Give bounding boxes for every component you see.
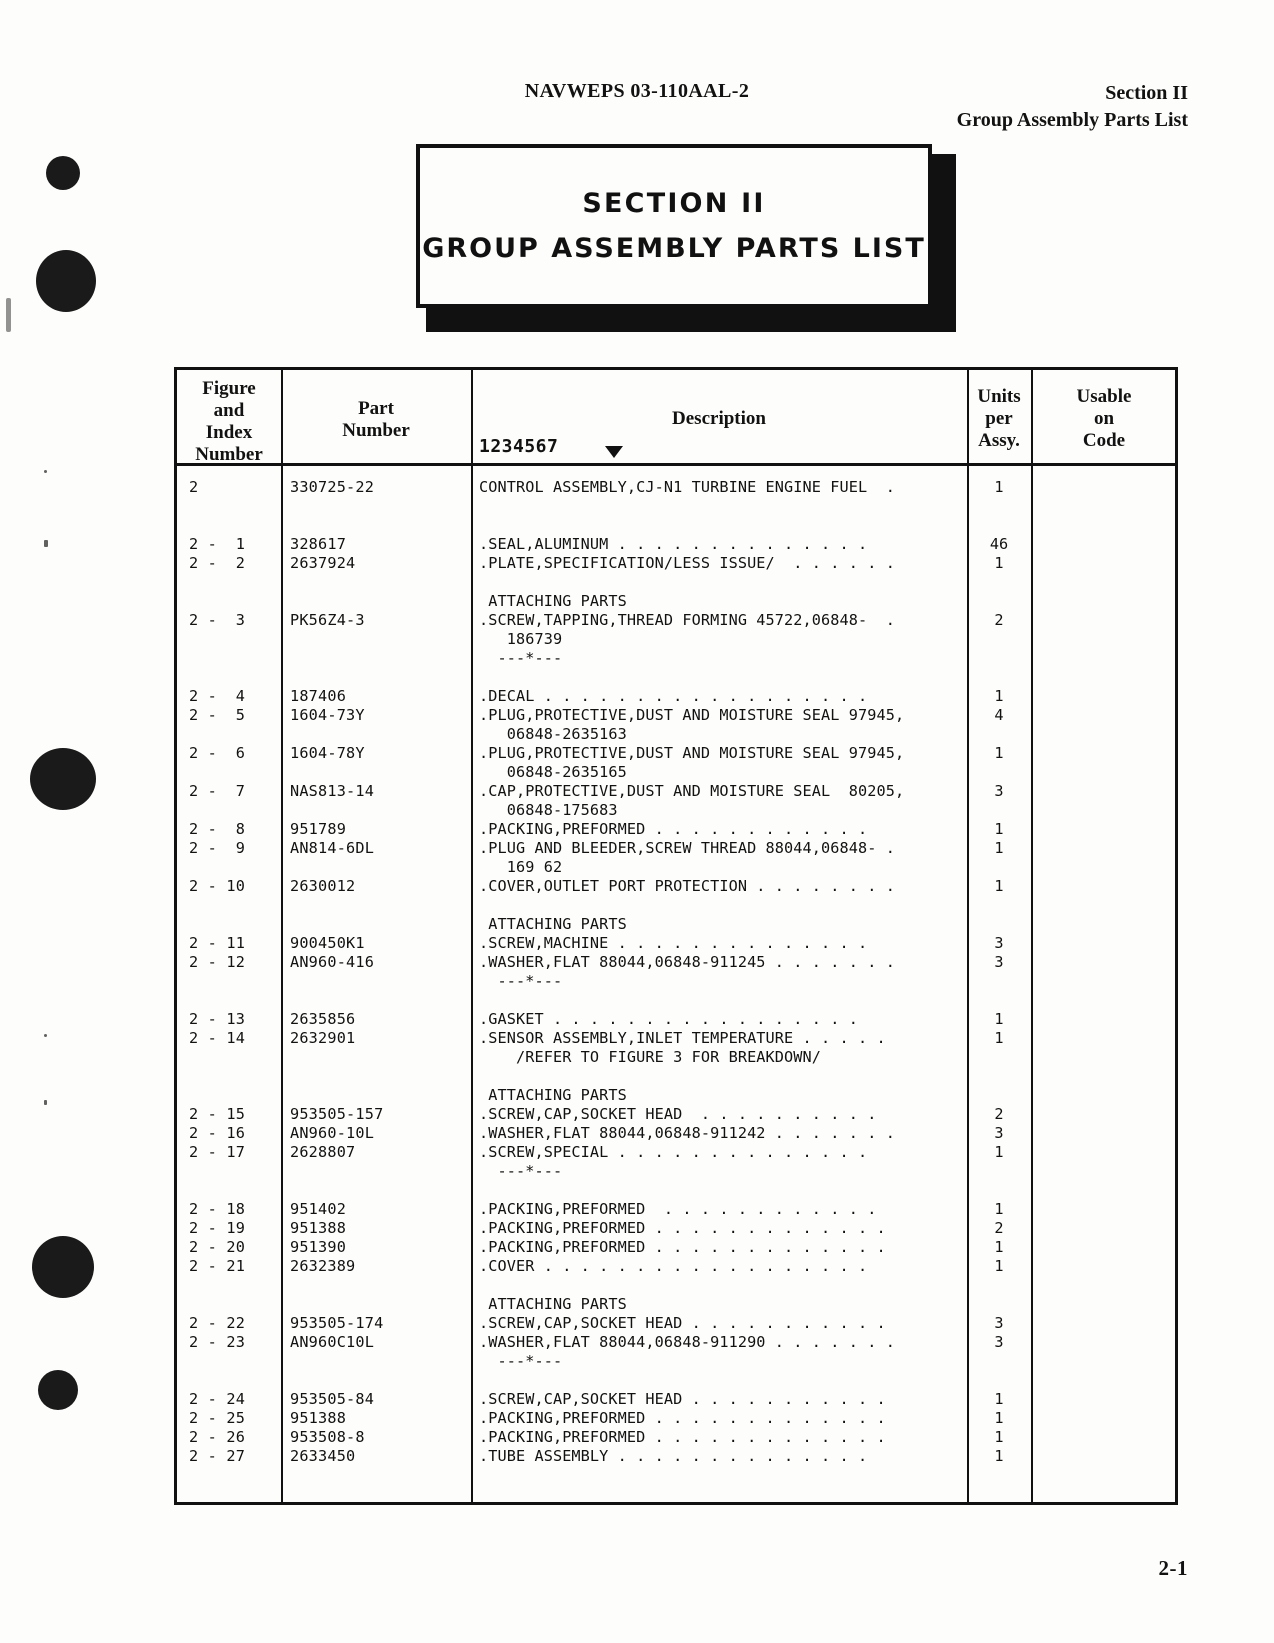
table-row bbox=[177, 1333, 1175, 1352]
section-header bbox=[957, 80, 1188, 134]
binder-hole-mark bbox=[38, 1370, 78, 1410]
scan-speck bbox=[44, 1034, 47, 1037]
cell-part-number: 953505-84 bbox=[290, 1390, 375, 1408]
spacer-row bbox=[177, 1276, 1175, 1295]
scan-speck bbox=[6, 298, 11, 332]
cell-figure-index: 2 - 26 bbox=[189, 1428, 246, 1446]
cell-description: 186739 bbox=[479, 630, 563, 648]
table-row bbox=[177, 1390, 1175, 1409]
cell-units-per-assy: 1 bbox=[994, 687, 1004, 705]
cell-description: .PLUG,PROTECTIVE,DUST AND MOISTURE SEAL 97945, bbox=[479, 744, 905, 762]
table-row bbox=[177, 1086, 1175, 1105]
cell-description: .PACKING,PREFORMED . . . . . . . . . . . . . bbox=[479, 1219, 886, 1237]
cell-description: .GASKET . . . . . . . . . . . . . . . . . bbox=[479, 1010, 858, 1028]
cell-figure-index: 2 bbox=[189, 478, 199, 496]
cell-description: CONTROL ASSEMBLY,CJ-N1 TURBINE ENGINE FUEL . bbox=[479, 478, 895, 496]
cell-description: .PLATE,SPECIFICATION/LESS ISSUE/ . . . . . . bbox=[479, 554, 895, 572]
table-row bbox=[177, 1314, 1175, 1333]
cell-description: .SCREW,CAP,SOCKET HEAD . . . . . . . . . . . bbox=[479, 1314, 886, 1332]
cell-figure-index: 2 - 7 bbox=[189, 782, 246, 800]
cell-figure-index: 2 - 25 bbox=[189, 1409, 246, 1427]
cell-part-number: 953505-174 bbox=[290, 1314, 384, 1332]
cell-description: .SENSOR ASSEMBLY,INLET TEMPERATURE . . . . . bbox=[479, 1029, 886, 1047]
table-row bbox=[177, 1428, 1175, 1447]
cell-figure-index: 2 - 18 bbox=[189, 1200, 246, 1218]
table-row bbox=[177, 1105, 1175, 1124]
cell-units-per-assy: 2 bbox=[994, 611, 1004, 629]
table-row bbox=[177, 1295, 1175, 1314]
table-row bbox=[177, 744, 1175, 763]
cell-figure-index: 2 - 19 bbox=[189, 1219, 246, 1237]
cell-description: ---*--- bbox=[479, 1162, 563, 1180]
cell-part-number: 953505-157 bbox=[290, 1105, 384, 1123]
table-row bbox=[177, 1124, 1175, 1143]
cell-units-per-assy: 1 bbox=[994, 1390, 1004, 1408]
binder-hole-mark bbox=[32, 1236, 94, 1298]
cell-figure-index: 2 - 12 bbox=[189, 953, 246, 971]
table-row bbox=[177, 953, 1175, 972]
cell-description: ---*--- bbox=[479, 972, 563, 990]
cell-figure-index: 2 - 10 bbox=[189, 877, 246, 895]
table-row bbox=[177, 478, 1175, 497]
parts-row-list bbox=[177, 466, 1175, 1466]
table-row bbox=[177, 1200, 1175, 1219]
column-header-figure-index: Figure and Index Number bbox=[195, 378, 263, 465]
table-row bbox=[177, 1048, 1175, 1067]
cell-part-number: 953508-8 bbox=[290, 1428, 365, 1446]
cell-figure-index: 2 - 8 bbox=[189, 820, 246, 838]
table-row bbox=[177, 801, 1175, 820]
cell-part-number: 951402 bbox=[290, 1200, 347, 1218]
cell-part-number: 2628807 bbox=[290, 1143, 356, 1161]
cell-units-per-assy: 3 bbox=[994, 953, 1004, 971]
cell-description: .PACKING,PREFORMED . . . . . . . . . . . . . bbox=[479, 1238, 886, 1256]
table-row bbox=[177, 877, 1175, 896]
table-row bbox=[177, 820, 1175, 839]
cell-figure-index: 2 - 16 bbox=[189, 1124, 246, 1142]
table-row bbox=[177, 839, 1175, 858]
cell-part-number: AN960-416 bbox=[290, 953, 375, 971]
cell-part-number: 187406 bbox=[290, 687, 347, 705]
table-row bbox=[177, 972, 1175, 991]
cell-units-per-assy: 4 bbox=[994, 706, 1004, 724]
column-header-part-number: Part Number bbox=[342, 398, 410, 441]
cell-units-per-assy: 1 bbox=[994, 839, 1004, 857]
cell-description: .WASHER,FLAT 88044,06848-911290 . . . . . . . bbox=[479, 1333, 895, 1351]
scan-speck bbox=[44, 470, 47, 473]
cell-figure-index: 2 - 23 bbox=[189, 1333, 246, 1351]
cell-part-number: 2630012 bbox=[290, 877, 356, 895]
section-label: Section II bbox=[1105, 82, 1188, 104]
cell-figure-index: 2 - 24 bbox=[189, 1390, 246, 1408]
cell-description: ATTACHING PARTS bbox=[479, 1295, 627, 1313]
cell-units-per-assy: 3 bbox=[994, 1314, 1004, 1332]
indent-marker-icon bbox=[605, 446, 623, 458]
table-row bbox=[177, 1010, 1175, 1029]
spacer-row bbox=[177, 516, 1175, 535]
cell-description: .SCREW,CAP,SOCKET HEAD . . . . . . . . . . . bbox=[479, 1390, 886, 1408]
table-row bbox=[177, 1409, 1175, 1428]
cell-units-per-assy: 1 bbox=[994, 1200, 1004, 1218]
table-row bbox=[177, 725, 1175, 744]
spacer-row bbox=[177, 1067, 1175, 1086]
cell-figure-index: 2 - 11 bbox=[189, 934, 246, 952]
cell-figure-index: 2 - 20 bbox=[189, 1238, 246, 1256]
cell-units-per-assy: 1 bbox=[994, 1257, 1004, 1275]
cell-figure-index: 2 - 17 bbox=[189, 1143, 246, 1161]
cell-figure-index: 2 - 5 bbox=[189, 706, 246, 724]
cell-description: ATTACHING PARTS bbox=[479, 915, 627, 933]
table-row bbox=[177, 1352, 1175, 1371]
table-row bbox=[177, 1029, 1175, 1048]
column-header-units-per-assy: Units per Assy. bbox=[977, 386, 1021, 451]
cell-part-number: 1604-78Y bbox=[290, 744, 365, 762]
cell-units-per-assy: 3 bbox=[994, 1333, 1004, 1351]
cell-description: .COVER . . . . . . . . . . . . . . . . . . bbox=[479, 1257, 868, 1275]
cell-description: 06848-2635163 bbox=[479, 725, 627, 743]
spacer-row bbox=[177, 573, 1175, 592]
table-row bbox=[177, 763, 1175, 782]
cell-description: .PACKING,PREFORMED . . . . . . . . . . . . bbox=[479, 820, 868, 838]
cell-part-number: 2633450 bbox=[290, 1447, 356, 1465]
spacer-row bbox=[177, 991, 1175, 1010]
cell-units-per-assy: 1 bbox=[994, 744, 1004, 762]
cell-part-number: 2632389 bbox=[290, 1257, 356, 1275]
cell-units-per-assy: 1 bbox=[994, 1428, 1004, 1446]
table-row bbox=[177, 649, 1175, 668]
cell-figure-index: 2 - 3 bbox=[189, 611, 246, 629]
cell-part-number: 328617 bbox=[290, 535, 347, 553]
cell-description: ---*--- bbox=[479, 1352, 563, 1370]
cell-units-per-assy: 46 bbox=[989, 535, 1009, 553]
cell-figure-index: 2 - 22 bbox=[189, 1314, 246, 1332]
cell-description: .PLUG AND BLEEDER,SCREW THREAD 88044,06848- . bbox=[479, 839, 895, 857]
column-header-usable-on-code: Usable on Code bbox=[1076, 386, 1132, 451]
cell-units-per-assy: 1 bbox=[994, 1447, 1004, 1465]
cell-figure-index: 2 - 27 bbox=[189, 1447, 246, 1465]
binder-hole-mark bbox=[30, 748, 96, 810]
cell-units-per-assy: 1 bbox=[994, 554, 1004, 572]
cell-figure-index: 2 - 21 bbox=[189, 1257, 246, 1275]
column-header-description: Description bbox=[672, 408, 766, 429]
cell-description: .WASHER,FLAT 88044,06848-911245 . . . . . . . bbox=[479, 953, 895, 971]
cell-description: .COVER,OUTLET PORT PROTECTION . . . . . . . . bbox=[479, 877, 895, 895]
cell-description: .DECAL . . . . . . . . . . . . . . . . . . bbox=[479, 687, 868, 705]
section-subtitle: Group Assembly Parts List bbox=[956, 109, 1188, 131]
cell-figure-index: 2 - 15 bbox=[189, 1105, 246, 1123]
page-number: 2-1 bbox=[1158, 1556, 1188, 1580]
cell-part-number: 1604-73Y bbox=[290, 706, 365, 724]
table-row bbox=[177, 630, 1175, 649]
table-row bbox=[177, 554, 1175, 573]
cell-description: .PACKING,PREFORMED . . . . . . . . . . . . . bbox=[479, 1428, 886, 1446]
cell-part-number: AN960-10L bbox=[290, 1124, 375, 1142]
table-row bbox=[177, 915, 1175, 934]
table-row bbox=[177, 934, 1175, 953]
spacer-row bbox=[177, 1181, 1175, 1200]
cell-units-per-assy: 3 bbox=[994, 934, 1004, 952]
cell-part-number: AN814-6DL bbox=[290, 839, 375, 857]
scan-speck bbox=[44, 1100, 47, 1105]
cell-part-number: 2635856 bbox=[290, 1010, 356, 1028]
cell-units-per-assy: 2 bbox=[994, 1105, 1004, 1123]
title-line-1: SECTION II bbox=[582, 188, 766, 219]
cell-part-number: 900450K1 bbox=[290, 934, 365, 952]
cell-units-per-assy: 3 bbox=[994, 782, 1004, 800]
table-row bbox=[177, 1447, 1175, 1466]
table-row bbox=[177, 687, 1175, 706]
cell-units-per-assy: 3 bbox=[994, 1124, 1004, 1142]
cell-part-number: 951789 bbox=[290, 820, 347, 838]
cell-description: /REFER TO FIGURE 3 FOR BREAKDOWN/ bbox=[479, 1048, 822, 1066]
cell-units-per-assy: 1 bbox=[994, 1010, 1004, 1028]
table-header-row bbox=[177, 370, 1175, 466]
table-row bbox=[177, 1162, 1175, 1181]
binder-hole-mark bbox=[36, 250, 96, 312]
cell-description: .TUBE ASSEMBLY . . . . . . . . . . . . . . bbox=[479, 1447, 868, 1465]
cell-part-number: 2632901 bbox=[290, 1029, 356, 1047]
cell-units-per-assy: 1 bbox=[994, 820, 1004, 838]
cell-description: .PLUG,PROTECTIVE,DUST AND MOISTURE SEAL 97945, bbox=[479, 706, 905, 724]
cell-units-per-assy: 1 bbox=[994, 478, 1004, 496]
document-id: NAVWEPS 03-110AAL-2 bbox=[524, 80, 750, 102]
cell-part-number: 951390 bbox=[290, 1238, 347, 1256]
table-row bbox=[177, 782, 1175, 801]
title-line-2: GROUP ASSEMBLY PARTS LIST bbox=[422, 233, 926, 264]
cell-description: 06848-2635165 bbox=[479, 763, 627, 781]
table-row bbox=[177, 611, 1175, 630]
cell-figure-index: 2 - 13 bbox=[189, 1010, 246, 1028]
table-row bbox=[177, 1257, 1175, 1276]
cell-units-per-assy: 1 bbox=[994, 1143, 1004, 1161]
spacer-row bbox=[177, 668, 1175, 687]
cell-units-per-assy: 1 bbox=[994, 1409, 1004, 1427]
section-title-box bbox=[416, 144, 946, 326]
cell-description: .SCREW,SPECIAL . . . . . . . . . . . . . . bbox=[479, 1143, 868, 1161]
cell-part-number: 2637924 bbox=[290, 554, 356, 572]
cell-figure-index: 2 - 9 bbox=[189, 839, 246, 857]
indent-level-guide: 1234567 bbox=[479, 436, 559, 457]
running-head bbox=[0, 80, 1274, 140]
cell-description: .PACKING,PREFORMED . . . . . . . . . . . . bbox=[479, 1200, 877, 1218]
cell-units-per-assy: 1 bbox=[994, 1238, 1004, 1256]
spacer-row bbox=[177, 896, 1175, 915]
cell-units-per-assy: 1 bbox=[994, 877, 1004, 895]
table-row bbox=[177, 1143, 1175, 1162]
cell-figure-index: 2 - 14 bbox=[189, 1029, 246, 1047]
cell-description: .PACKING,PREFORMED . . . . . . . . . . . . . bbox=[479, 1409, 886, 1427]
table-row bbox=[177, 1219, 1175, 1238]
cell-part-number: AN960C10L bbox=[290, 1333, 375, 1351]
cell-description: .WASHER,FLAT 88044,06848-911242 . . . . . . . bbox=[479, 1124, 895, 1142]
cell-description: ---*--- bbox=[479, 649, 563, 667]
cell-figure-index: 2 - 1 bbox=[189, 535, 246, 553]
binder-hole-mark bbox=[46, 156, 80, 190]
cell-description: ATTACHING PARTS bbox=[479, 1086, 627, 1104]
cell-description: ATTACHING PARTS bbox=[479, 592, 627, 610]
cell-units-per-assy: 2 bbox=[994, 1219, 1004, 1237]
cell-part-number: PK56Z4-3 bbox=[290, 611, 365, 629]
spacer-row bbox=[177, 497, 1175, 516]
spacer-row bbox=[177, 1371, 1175, 1390]
cell-description: 169 62 bbox=[479, 858, 563, 876]
cell-description: .SEAL,ALUMINUM . . . . . . . . . . . . . . bbox=[479, 535, 868, 553]
table-row bbox=[177, 1238, 1175, 1257]
cell-figure-index: 2 - 4 bbox=[189, 687, 246, 705]
table-row bbox=[177, 858, 1175, 877]
cell-figure-index: 2 - 6 bbox=[189, 744, 246, 762]
table-row bbox=[177, 535, 1175, 554]
cell-part-number: NAS813-14 bbox=[290, 782, 375, 800]
group-assembly-parts-table bbox=[174, 367, 1178, 1505]
table-body bbox=[177, 466, 1175, 1502]
cell-part-number: 330725-22 bbox=[290, 478, 375, 496]
cell-description: .SCREW,MACHINE . . . . . . . . . . . . . . bbox=[479, 934, 868, 952]
cell-part-number: 951388 bbox=[290, 1409, 347, 1427]
cell-units-per-assy: 1 bbox=[994, 1029, 1004, 1047]
scan-speck bbox=[44, 540, 48, 547]
cell-part-number: 951388 bbox=[290, 1219, 347, 1237]
cell-description: 06848-175683 bbox=[479, 801, 618, 819]
table-row bbox=[177, 706, 1175, 725]
cell-figure-index: 2 - 2 bbox=[189, 554, 246, 572]
table-row bbox=[177, 592, 1175, 611]
cell-description: .SCREW,TAPPING,THREAD FORMING 45722,06848- . bbox=[479, 611, 895, 629]
title-box-frame bbox=[416, 144, 932, 308]
cell-description: .CAP,PROTECTIVE,DUST AND MOISTURE SEAL 80205, bbox=[479, 782, 905, 800]
cell-description: .SCREW,CAP,SOCKET HEAD . . . . . . . . . . bbox=[479, 1105, 877, 1123]
